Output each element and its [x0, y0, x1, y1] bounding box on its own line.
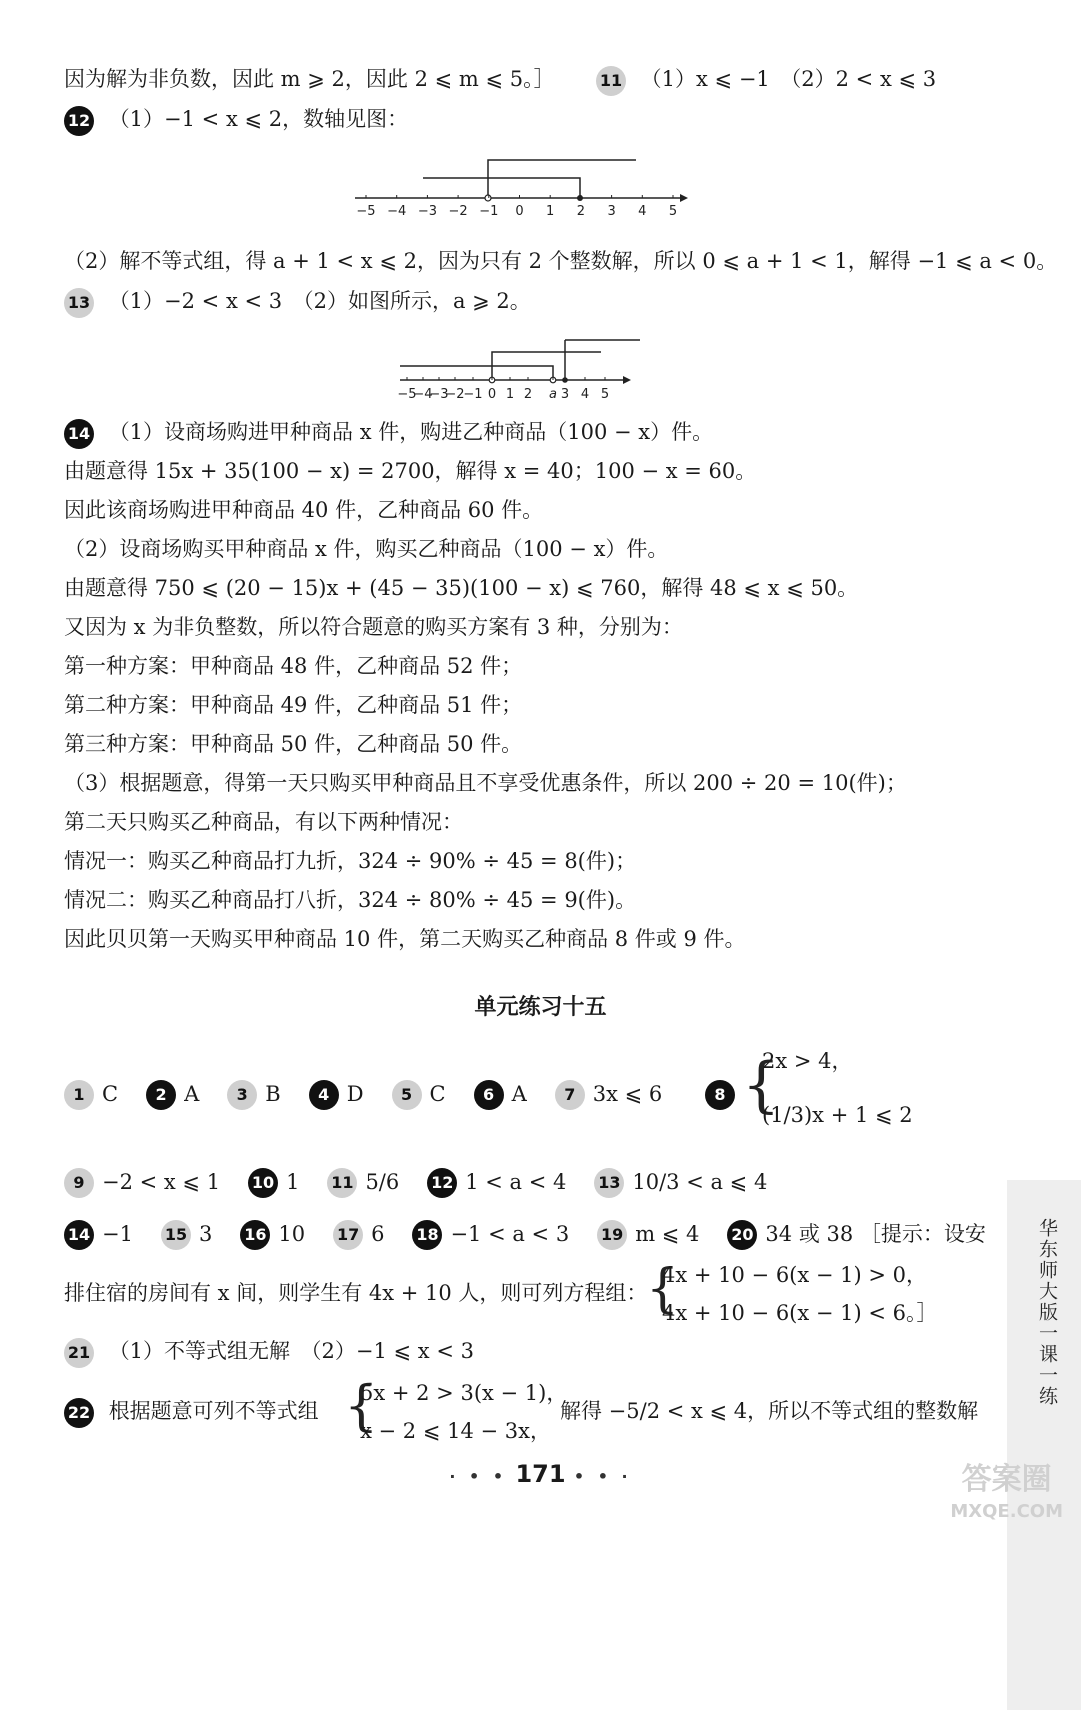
- watermark-text: 答案圈: [961, 1462, 1052, 1497]
- tick-label: 2: [576, 204, 586, 219]
- tick-label: 0: [487, 387, 497, 402]
- q8-answer: [705, 1078, 743, 1110]
- tick-label: 5: [668, 204, 678, 219]
- question-number-badge: 17: [333, 1220, 363, 1250]
- answer-text: （1）不等式组无解 （2）−1 ⩽ x < 3: [108, 1339, 474, 1363]
- answer-value: 1: [286, 1169, 300, 1194]
- question-number-badge: 11: [596, 66, 626, 96]
- question-number-badge: 9: [64, 1168, 94, 1198]
- answer-item: [427, 1167, 566, 1199]
- question-number-badge: 14: [64, 419, 94, 449]
- answer-text: （1）−1 < x ⩽ 2，数轴见图：: [108, 107, 409, 131]
- text-line: 由题意得 15x + 35(100 − x) = 2700，解得 x = 40；100 − x = 60。: [64, 459, 757, 483]
- answer-value: 10: [278, 1221, 306, 1246]
- question-number-badge: 7: [555, 1080, 585, 1110]
- question-number-badge: 21: [64, 1338, 94, 1368]
- text-line: [64, 64, 936, 96]
- brace-icon: {: [344, 1374, 379, 1437]
- text-line: [64, 246, 1057, 276]
- answer-item: [412, 1219, 569, 1251]
- answer-value: 1 < a < 4: [465, 1169, 567, 1194]
- answer-value: 6: [371, 1221, 385, 1246]
- answer-item: [597, 1219, 699, 1251]
- question-number-badge: 18: [412, 1220, 442, 1250]
- answer-text: 因为解为非负数，因此 m ⩾ 2，因此 2 ⩽ m ⩽ 5。］: [64, 67, 555, 91]
- answer-value: −1 < a < 3: [450, 1221, 570, 1246]
- answer-item: [248, 1167, 299, 1199]
- tick-label: 1: [546, 204, 555, 219]
- tick-label: −2: [448, 204, 468, 219]
- answer-item: [327, 1167, 399, 1199]
- tick-label: 3: [560, 387, 570, 402]
- tick-label: −1: [463, 387, 483, 402]
- tick-label: −3: [429, 387, 449, 402]
- question-number-badge: 13: [594, 1168, 624, 1198]
- answer-item: [594, 1167, 767, 1199]
- number-line-figure-1: [345, 150, 690, 230]
- text-line: 第二种方案：甲种商品 49 件，乙种商品 51 件；: [64, 693, 523, 717]
- answer-text: 排住宿的房间有 x 间，则学生有 4x + 10 人，则可列方程组：: [64, 1281, 648, 1305]
- text-line: （2）设商场购买甲种商品 x 件，购买乙种商品（100 − x）件。: [64, 537, 669, 561]
- question-number-badge: 12: [64, 106, 94, 136]
- answer-item: [161, 1219, 212, 1251]
- tick-label: 0: [515, 204, 524, 219]
- watermark-text: MXQE.COM: [950, 1501, 1063, 1522]
- question-number-badge: 13: [64, 288, 94, 318]
- answer-value: −2 < x ⩽ 1: [102, 1169, 221, 1194]
- brace-icon: {: [646, 1259, 680, 1319]
- brace-icon: {: [742, 1050, 781, 1120]
- question-number-badge: 11: [327, 1168, 357, 1198]
- question-number-badge: 14: [64, 1220, 94, 1250]
- system-line: 2x > 4，: [762, 1049, 853, 1073]
- question-number-badge: 5: [392, 1080, 422, 1110]
- text-line: 因此该商场购进甲种商品 40 件，乙种商品 60 件。: [64, 498, 544, 522]
- text-line: [64, 1396, 319, 1428]
- tick-label: −4: [387, 204, 407, 219]
- question-number-badge: 12: [427, 1168, 457, 1198]
- answer-item: [64, 1167, 220, 1199]
- question-number-badge: 15: [161, 1220, 191, 1250]
- tick-label: 4: [580, 387, 590, 402]
- section-title: 单元练习十五: [474, 995, 607, 1020]
- answer-text: （2）解不等式组，得 a + 1 < x ⩽ 2，因为只有 2 个整数解，所以 0 ⩽ a + 1 < 1，解得 −1 ⩽ a < 0。: [64, 249, 1058, 273]
- answer-value: m ⩽ 4: [635, 1221, 700, 1246]
- text-line: [64, 417, 713, 449]
- text-line: 又因为 x 为非负整数，所以符合题意的购买方案有 3 种，分别为：: [64, 615, 683, 639]
- side-label: 华东师大版一课一练: [1036, 1218, 1058, 1407]
- text-line: 由题意得 750 ⩽ (20 − 15)x + (45 − 35)(100 − x) ⩽ 760，解得 48 ⩽ x ⩽ 50。: [64, 576, 859, 600]
- tick-label: −2: [445, 387, 465, 402]
- system-line: 4x + 10 − 6(x − 1) < 6。］: [662, 1301, 938, 1325]
- answer-item: [392, 1079, 446, 1111]
- dots-decoration: · • •: [449, 1467, 508, 1486]
- answer-item: [227, 1079, 280, 1111]
- answer-value: D: [346, 1081, 364, 1106]
- answer-item: [333, 1219, 384, 1251]
- answer-value: 5/6: [365, 1169, 400, 1194]
- system-line: (1/3)x + 1 ⩽ 2: [762, 1103, 913, 1127]
- text-line: 因此贝贝第一天购买甲种商品 10 件，第二天购买乙种商品 8 件或 9 件。: [64, 927, 746, 951]
- question-number-badge: 3: [227, 1080, 257, 1110]
- question-number-badge: 19: [597, 1220, 627, 1250]
- text-line: 第二天只购买乙种商品，有以下两种情况：: [64, 810, 463, 834]
- text-line: 第三种方案：甲种商品 50 件，乙种商品 50 件。: [64, 732, 523, 756]
- page-number: [0, 1460, 1081, 1488]
- tick-label: 5: [600, 387, 610, 402]
- answer-item: [64, 1219, 133, 1251]
- answer-item: [64, 1079, 118, 1111]
- tick-label: −3: [417, 204, 437, 219]
- answer-value: C: [102, 1081, 119, 1106]
- page-number-text: 171: [515, 1460, 566, 1488]
- answer-item: [555, 1079, 663, 1111]
- text-line: 第一种方案：甲种商品 48 件，乙种商品 52 件；: [64, 654, 523, 678]
- answer-item: [727, 1219, 985, 1251]
- tick-label: 2: [523, 387, 533, 402]
- watermark-logo: [950, 1464, 1063, 1528]
- question-number-badge: 6: [474, 1080, 504, 1110]
- answer-row: [64, 1218, 1014, 1250]
- answer-value: 10/3 < a ⩽ 4: [632, 1169, 768, 1194]
- tick-label: a: [549, 387, 557, 402]
- answer-value: C: [429, 1081, 446, 1106]
- answer-value: 34 或 38 ［提示：设安: [765, 1221, 986, 1246]
- answer-value: 3x ⩽ 6: [592, 1081, 663, 1106]
- answer-item: [309, 1079, 364, 1111]
- text-line: 解得 −5/2 < x ⩽ 4，所以不等式组的整数解: [560, 1399, 979, 1423]
- question-number-badge: 2: [146, 1080, 176, 1110]
- answer-item: [240, 1219, 305, 1251]
- answer-text: （1）−2 < x < 3 （2）如图所示，a ⩾ 2。: [108, 289, 531, 313]
- text-line: [64, 286, 531, 318]
- answer-text: （1）x ⩽ −1 （2）2 < x ⩽ 3: [640, 67, 937, 91]
- answer-item: [146, 1079, 199, 1111]
- answer-text: 根据题意可列不等式组: [108, 1399, 319, 1423]
- answer-value: −1: [102, 1221, 133, 1246]
- answer-item: [474, 1079, 527, 1111]
- question-number-badge: 1: [64, 1080, 94, 1110]
- tick-label: 1: [505, 387, 515, 402]
- answer-value: B: [265, 1081, 281, 1106]
- tick-label: −1: [479, 204, 499, 219]
- question-number-badge: 8: [705, 1080, 735, 1110]
- text-line: [64, 1336, 474, 1368]
- answer-row: [64, 1078, 690, 1110]
- answer-row: [64, 1166, 795, 1198]
- text-line: [64, 104, 408, 136]
- number-line-figure-2: [395, 330, 640, 405]
- system-line: 5x + 2 > 3(x − 1)，: [360, 1381, 568, 1405]
- answer-text: （1）设商场购进甲种商品 x 件，购进乙种商品（100 − x）件。: [108, 420, 714, 444]
- tick-label: 3: [607, 204, 616, 219]
- dots-decoration: • • ·: [573, 1467, 632, 1486]
- system-line: x − 2 ⩽ 14 − 3x，: [360, 1419, 551, 1443]
- system-line: 4x + 10 − 6(x − 1) > 0，: [662, 1263, 928, 1287]
- text-line: 情况二：购买乙种商品打八折，324 ÷ 80% ÷ 45 = 9(件)。: [64, 888, 637, 912]
- question-number-badge: 10: [248, 1168, 278, 1198]
- tick-label: −5: [397, 387, 417, 402]
- answer-value: A: [184, 1081, 200, 1106]
- text-line: [64, 1278, 647, 1308]
- answer-value: 3: [198, 1221, 213, 1246]
- question-number-badge: 20: [727, 1220, 757, 1250]
- tick-label: 4: [638, 204, 647, 219]
- question-number-badge: 16: [240, 1220, 270, 1250]
- tick-label: −4: [413, 387, 433, 402]
- text-line: 情况一：购买乙种商品打九折，324 ÷ 90% ÷ 45 = 8(件)；: [64, 849, 637, 873]
- question-number-badge: 22: [64, 1398, 94, 1428]
- answer-value: A: [511, 1081, 527, 1106]
- text-line: （3）根据题意，得第一天只购买甲种商品且不享受优惠条件，所以 200 ÷ 20 = 10(件)；: [64, 771, 907, 795]
- question-number-badge: 4: [309, 1080, 339, 1110]
- tick-label: −5: [356, 204, 376, 219]
